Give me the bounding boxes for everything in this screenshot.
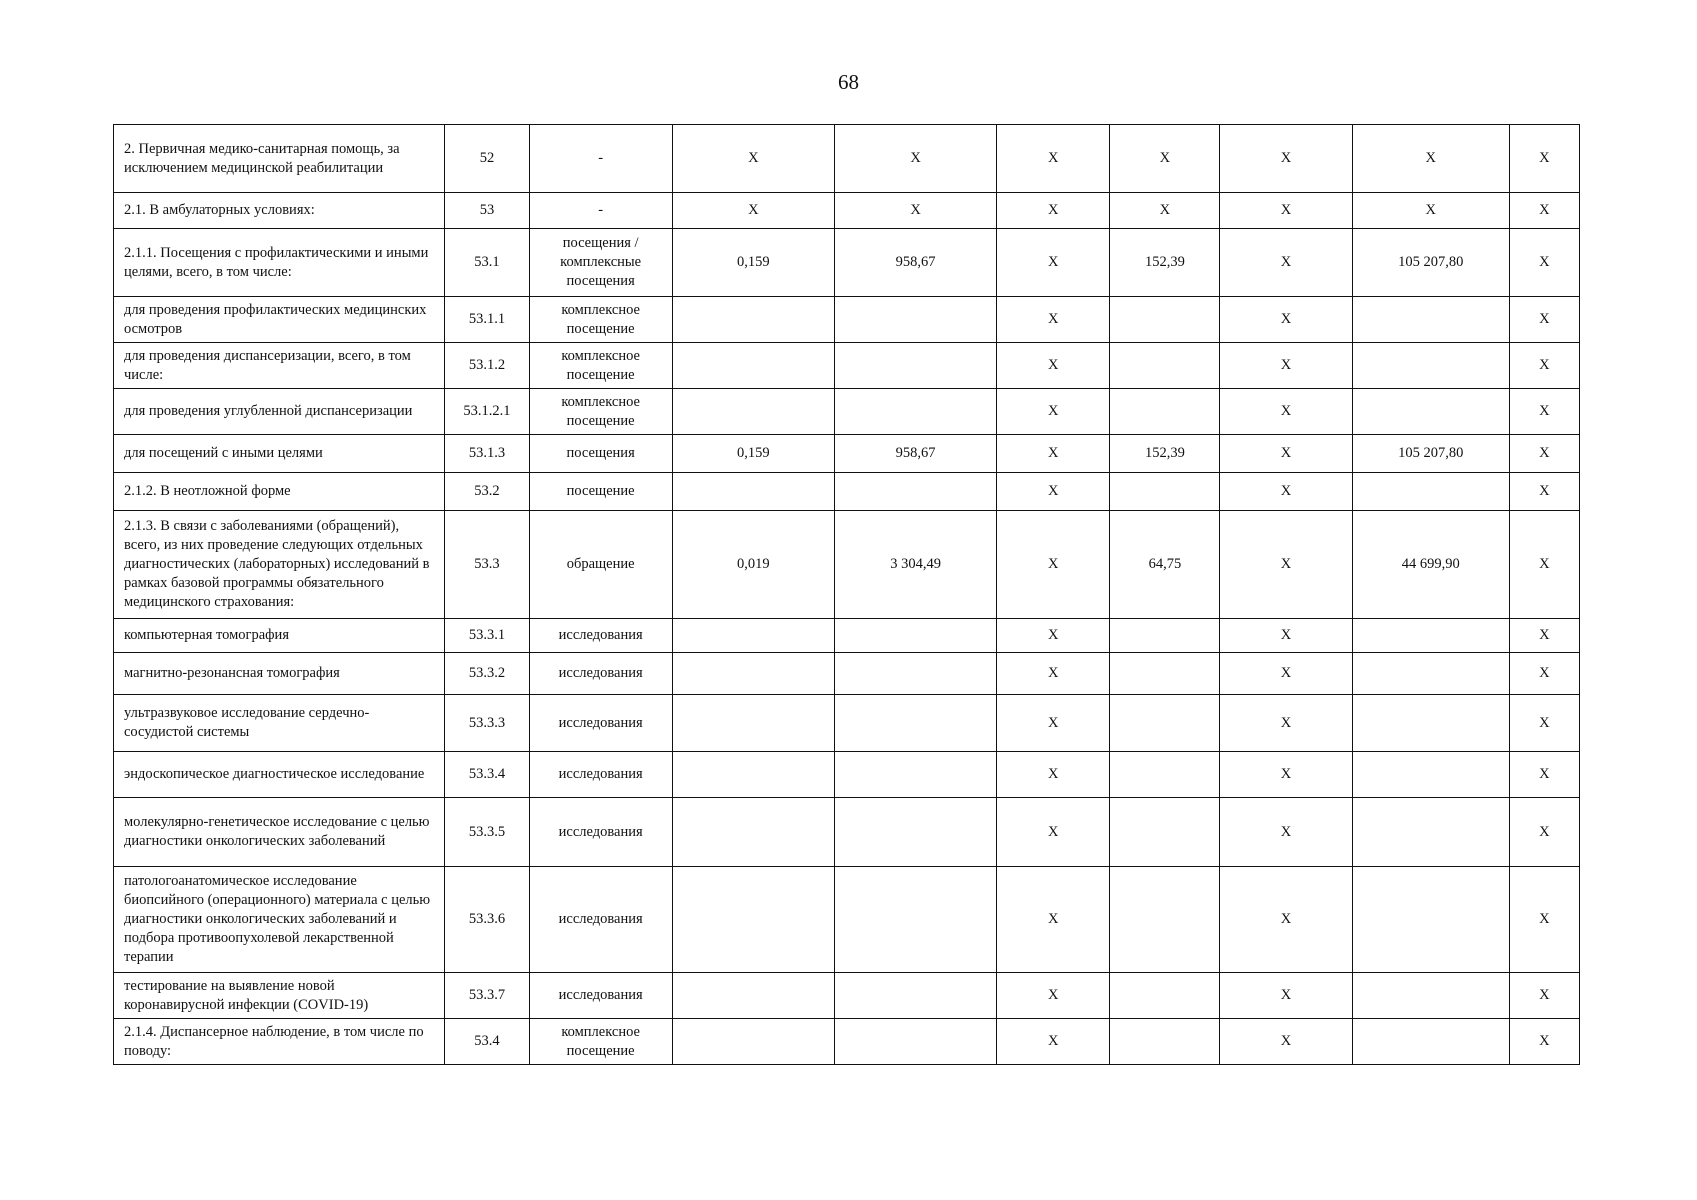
- row-unit: посещения / комплексные посещения: [529, 229, 672, 297]
- value-cell-6: [1352, 867, 1509, 973]
- value-cell-2: X: [834, 193, 996, 229]
- value-cell-4: X: [1110, 125, 1220, 193]
- value-cell-6: 44 699,90: [1352, 511, 1509, 619]
- value-cell-4: [1110, 297, 1220, 343]
- row-name: патологоанатомическое исследование биопсийного (операционного) материала с целью диагностики онкологических заболеваний и подбора противоопухолевой лекарственной терапии: [114, 867, 445, 973]
- value-cell-4: 152,39: [1110, 229, 1220, 297]
- value-cell-1: [672, 389, 834, 435]
- row-unit: комплексное посещение: [529, 343, 672, 389]
- value-cell-6: [1352, 389, 1509, 435]
- row-unit: исследования: [529, 653, 672, 695]
- table-row: [114, 229, 1580, 297]
- value-cell-2: [834, 798, 996, 867]
- value-cell-1: [672, 343, 834, 389]
- value-cell-1: [672, 473, 834, 511]
- table-row: [114, 752, 1580, 798]
- value-cell-5: X: [1220, 653, 1352, 695]
- value-cell-2: 958,67: [834, 435, 996, 473]
- value-cell-7: X: [1509, 1019, 1579, 1065]
- row-name: тестирование на выявление новой коронавирусной инфекции (COVID-19): [114, 973, 445, 1019]
- value-cell-1: [672, 867, 834, 973]
- row-name: эндоскопическое диагностическое исследование: [114, 752, 445, 798]
- row-name: компьютерная томография: [114, 619, 445, 653]
- value-cell-7: X: [1509, 867, 1579, 973]
- value-cell-5: X: [1220, 695, 1352, 752]
- value-cell-3: X: [997, 973, 1110, 1019]
- value-cell-2: [834, 343, 996, 389]
- value-cell-2: [834, 867, 996, 973]
- row-code: 53.3.3: [445, 695, 529, 752]
- value-cell-3: X: [997, 229, 1110, 297]
- value-cell-4: [1110, 653, 1220, 695]
- value-cell-7: X: [1509, 798, 1579, 867]
- value-cell-6: [1352, 798, 1509, 867]
- table-row: [114, 695, 1580, 752]
- value-cell-1: [672, 973, 834, 1019]
- row-code: 53.2: [445, 473, 529, 511]
- value-cell-4: [1110, 619, 1220, 653]
- value-cell-6: [1352, 297, 1509, 343]
- value-cell-2: [834, 389, 996, 435]
- row-name: молекулярно-генетическое исследование с целью диагностики онкологических заболеваний: [114, 798, 445, 867]
- value-cell-5: X: [1220, 297, 1352, 343]
- value-cell-3: X: [997, 435, 1110, 473]
- table-row: [114, 343, 1580, 389]
- value-cell-2: X: [834, 125, 996, 193]
- value-cell-5: X: [1220, 343, 1352, 389]
- table-row: [114, 798, 1580, 867]
- row-code: 53.1.1: [445, 297, 529, 343]
- value-cell-1: [672, 653, 834, 695]
- value-cell-7: X: [1509, 193, 1579, 229]
- value-cell-3: X: [997, 193, 1110, 229]
- row-code: 53.3.2: [445, 653, 529, 695]
- table-row: [114, 973, 1580, 1019]
- value-cell-4: [1110, 1019, 1220, 1065]
- table-body: [114, 125, 1580, 1065]
- table-row: [114, 867, 1580, 973]
- row-name: для проведения углубленной диспансеризации: [114, 389, 445, 435]
- value-cell-4: X: [1110, 193, 1220, 229]
- value-cell-1: [672, 798, 834, 867]
- table-row: [114, 435, 1580, 473]
- row-unit: посещение: [529, 473, 672, 511]
- value-cell-6: [1352, 343, 1509, 389]
- value-cell-7: X: [1509, 125, 1579, 193]
- row-code: 53.3.1: [445, 619, 529, 653]
- value-cell-3: X: [997, 653, 1110, 695]
- value-cell-5: X: [1220, 473, 1352, 511]
- row-name: 2.1.4. Диспансерное наблюдение, в том числе по поводу:: [114, 1019, 445, 1065]
- value-cell-2: [834, 695, 996, 752]
- value-cell-5: X: [1220, 193, 1352, 229]
- value-cell-3: X: [997, 619, 1110, 653]
- value-cell-7: X: [1509, 435, 1579, 473]
- row-name: 2. Первичная медико-санитарная помощь, за исключением медицинской реабилитации: [114, 125, 445, 193]
- value-cell-2: [834, 297, 996, 343]
- value-cell-3: X: [997, 511, 1110, 619]
- data-table: [113, 124, 1580, 1065]
- value-cell-6: [1352, 653, 1509, 695]
- value-cell-3: X: [997, 752, 1110, 798]
- value-cell-7: X: [1509, 752, 1579, 798]
- row-code: 53.3: [445, 511, 529, 619]
- table-row: [114, 653, 1580, 695]
- value-cell-5: X: [1220, 752, 1352, 798]
- table-row: [114, 297, 1580, 343]
- value-cell-5: X: [1220, 973, 1352, 1019]
- value-cell-1: [672, 619, 834, 653]
- value-cell-5: X: [1220, 125, 1352, 193]
- row-unit: исследования: [529, 867, 672, 973]
- value-cell-6: [1352, 752, 1509, 798]
- value-cell-7: X: [1509, 973, 1579, 1019]
- value-cell-5: X: [1220, 511, 1352, 619]
- table-row: [114, 511, 1580, 619]
- value-cell-2: 3 304,49: [834, 511, 996, 619]
- row-code: 53.1: [445, 229, 529, 297]
- value-cell-4: [1110, 695, 1220, 752]
- value-cell-5: X: [1220, 389, 1352, 435]
- value-cell-1: X: [672, 193, 834, 229]
- row-name: 2.1. В амбулаторных условиях:: [114, 193, 445, 229]
- value-cell-7: X: [1509, 695, 1579, 752]
- page-number: 68: [838, 70, 859, 94]
- value-cell-5: X: [1220, 867, 1352, 973]
- row-unit: исследования: [529, 695, 672, 752]
- row-unit: комплексное посещение: [529, 1019, 672, 1065]
- table-row: [114, 125, 1580, 193]
- table-row: [114, 619, 1580, 653]
- row-unit: исследования: [529, 973, 672, 1019]
- value-cell-1: [672, 1019, 834, 1065]
- value-cell-1: 0,159: [672, 435, 834, 473]
- row-name: магнитно-резонансная томография: [114, 653, 445, 695]
- value-cell-6: [1352, 1019, 1509, 1065]
- value-cell-7: X: [1509, 653, 1579, 695]
- table-row: [114, 473, 1580, 511]
- row-code: 53.4: [445, 1019, 529, 1065]
- value-cell-6: [1352, 973, 1509, 1019]
- value-cell-5: X: [1220, 229, 1352, 297]
- value-cell-1: 0,159: [672, 229, 834, 297]
- value-cell-4: [1110, 867, 1220, 973]
- row-name: 2.1.1. Посещения с профилактическими и иными целями, всего, в том числе:: [114, 229, 445, 297]
- row-name: 2.1.2. В неотложной форме: [114, 473, 445, 511]
- row-code: 53.1.2: [445, 343, 529, 389]
- row-unit: обращение: [529, 511, 672, 619]
- value-cell-4: [1110, 973, 1220, 1019]
- value-cell-2: [834, 473, 996, 511]
- value-cell-3: X: [997, 297, 1110, 343]
- value-cell-5: X: [1220, 798, 1352, 867]
- value-cell-7: X: [1509, 619, 1579, 653]
- row-unit: исследования: [529, 619, 672, 653]
- row-code: 53: [445, 193, 529, 229]
- value-cell-3: X: [997, 343, 1110, 389]
- value-cell-5: X: [1220, 435, 1352, 473]
- value-cell-1: [672, 695, 834, 752]
- value-cell-3: X: [997, 867, 1110, 973]
- value-cell-1: [672, 752, 834, 798]
- value-cell-3: X: [997, 1019, 1110, 1065]
- row-name: для проведения профилактических медицинских осмотров: [114, 297, 445, 343]
- row-unit: -: [529, 125, 672, 193]
- value-cell-4: [1110, 343, 1220, 389]
- value-cell-4: 64,75: [1110, 511, 1220, 619]
- value-cell-6: X: [1352, 193, 1509, 229]
- row-unit: комплексное посещение: [529, 389, 672, 435]
- row-name: для проведения диспансеризации, всего, в том числе:: [114, 343, 445, 389]
- value-cell-4: [1110, 389, 1220, 435]
- row-unit: исследования: [529, 752, 672, 798]
- table-row: [114, 1019, 1580, 1065]
- value-cell-7: X: [1509, 389, 1579, 435]
- row-code: 52: [445, 125, 529, 193]
- row-unit: исследования: [529, 798, 672, 867]
- value-cell-2: 958,67: [834, 229, 996, 297]
- row-name: для посещений с иными целями: [114, 435, 445, 473]
- table-row: [114, 193, 1580, 229]
- row-name: ультразвуковое исследование сердечно-сосудистой системы: [114, 695, 445, 752]
- value-cell-1: X: [672, 125, 834, 193]
- value-cell-3: X: [997, 389, 1110, 435]
- row-unit: посещения: [529, 435, 672, 473]
- value-cell-7: X: [1509, 473, 1579, 511]
- row-code: 53.1.3: [445, 435, 529, 473]
- value-cell-2: [834, 973, 996, 1019]
- value-cell-5: X: [1220, 1019, 1352, 1065]
- value-cell-3: X: [997, 125, 1110, 193]
- value-cell-6: X: [1352, 125, 1509, 193]
- value-cell-5: X: [1220, 619, 1352, 653]
- value-cell-2: [834, 752, 996, 798]
- value-cell-3: X: [997, 798, 1110, 867]
- value-cell-1: 0,019: [672, 511, 834, 619]
- value-cell-4: [1110, 798, 1220, 867]
- value-cell-6: [1352, 473, 1509, 511]
- row-unit: комплексное посещение: [529, 297, 672, 343]
- value-cell-4: [1110, 473, 1220, 511]
- value-cell-3: X: [997, 473, 1110, 511]
- row-unit: -: [529, 193, 672, 229]
- row-code: 53.1.2.1: [445, 389, 529, 435]
- value-cell-4: 152,39: [1110, 435, 1220, 473]
- value-cell-2: [834, 653, 996, 695]
- value-cell-6: 105 207,80: [1352, 229, 1509, 297]
- value-cell-6: 105 207,80: [1352, 435, 1509, 473]
- value-cell-3: X: [997, 695, 1110, 752]
- value-cell-2: [834, 1019, 996, 1065]
- value-cell-7: X: [1509, 229, 1579, 297]
- value-cell-7: X: [1509, 511, 1579, 619]
- value-cell-6: [1352, 695, 1509, 752]
- row-name: 2.1.3. В связи с заболеваниями (обращений), всего, из них проведение следующих отдельных диагностических (лабораторных) исследований в рамках базовой программы обязательного медицинского страхования:: [114, 511, 445, 619]
- row-code: 53.3.5: [445, 798, 529, 867]
- value-cell-4: [1110, 752, 1220, 798]
- row-code: 53.3.7: [445, 973, 529, 1019]
- value-cell-1: [672, 297, 834, 343]
- value-cell-7: X: [1509, 297, 1579, 343]
- value-cell-2: [834, 619, 996, 653]
- value-cell-7: X: [1509, 343, 1579, 389]
- row-code: 53.3.4: [445, 752, 529, 798]
- row-code: 53.3.6: [445, 867, 529, 973]
- table-row: [114, 389, 1580, 435]
- value-cell-6: [1352, 619, 1509, 653]
